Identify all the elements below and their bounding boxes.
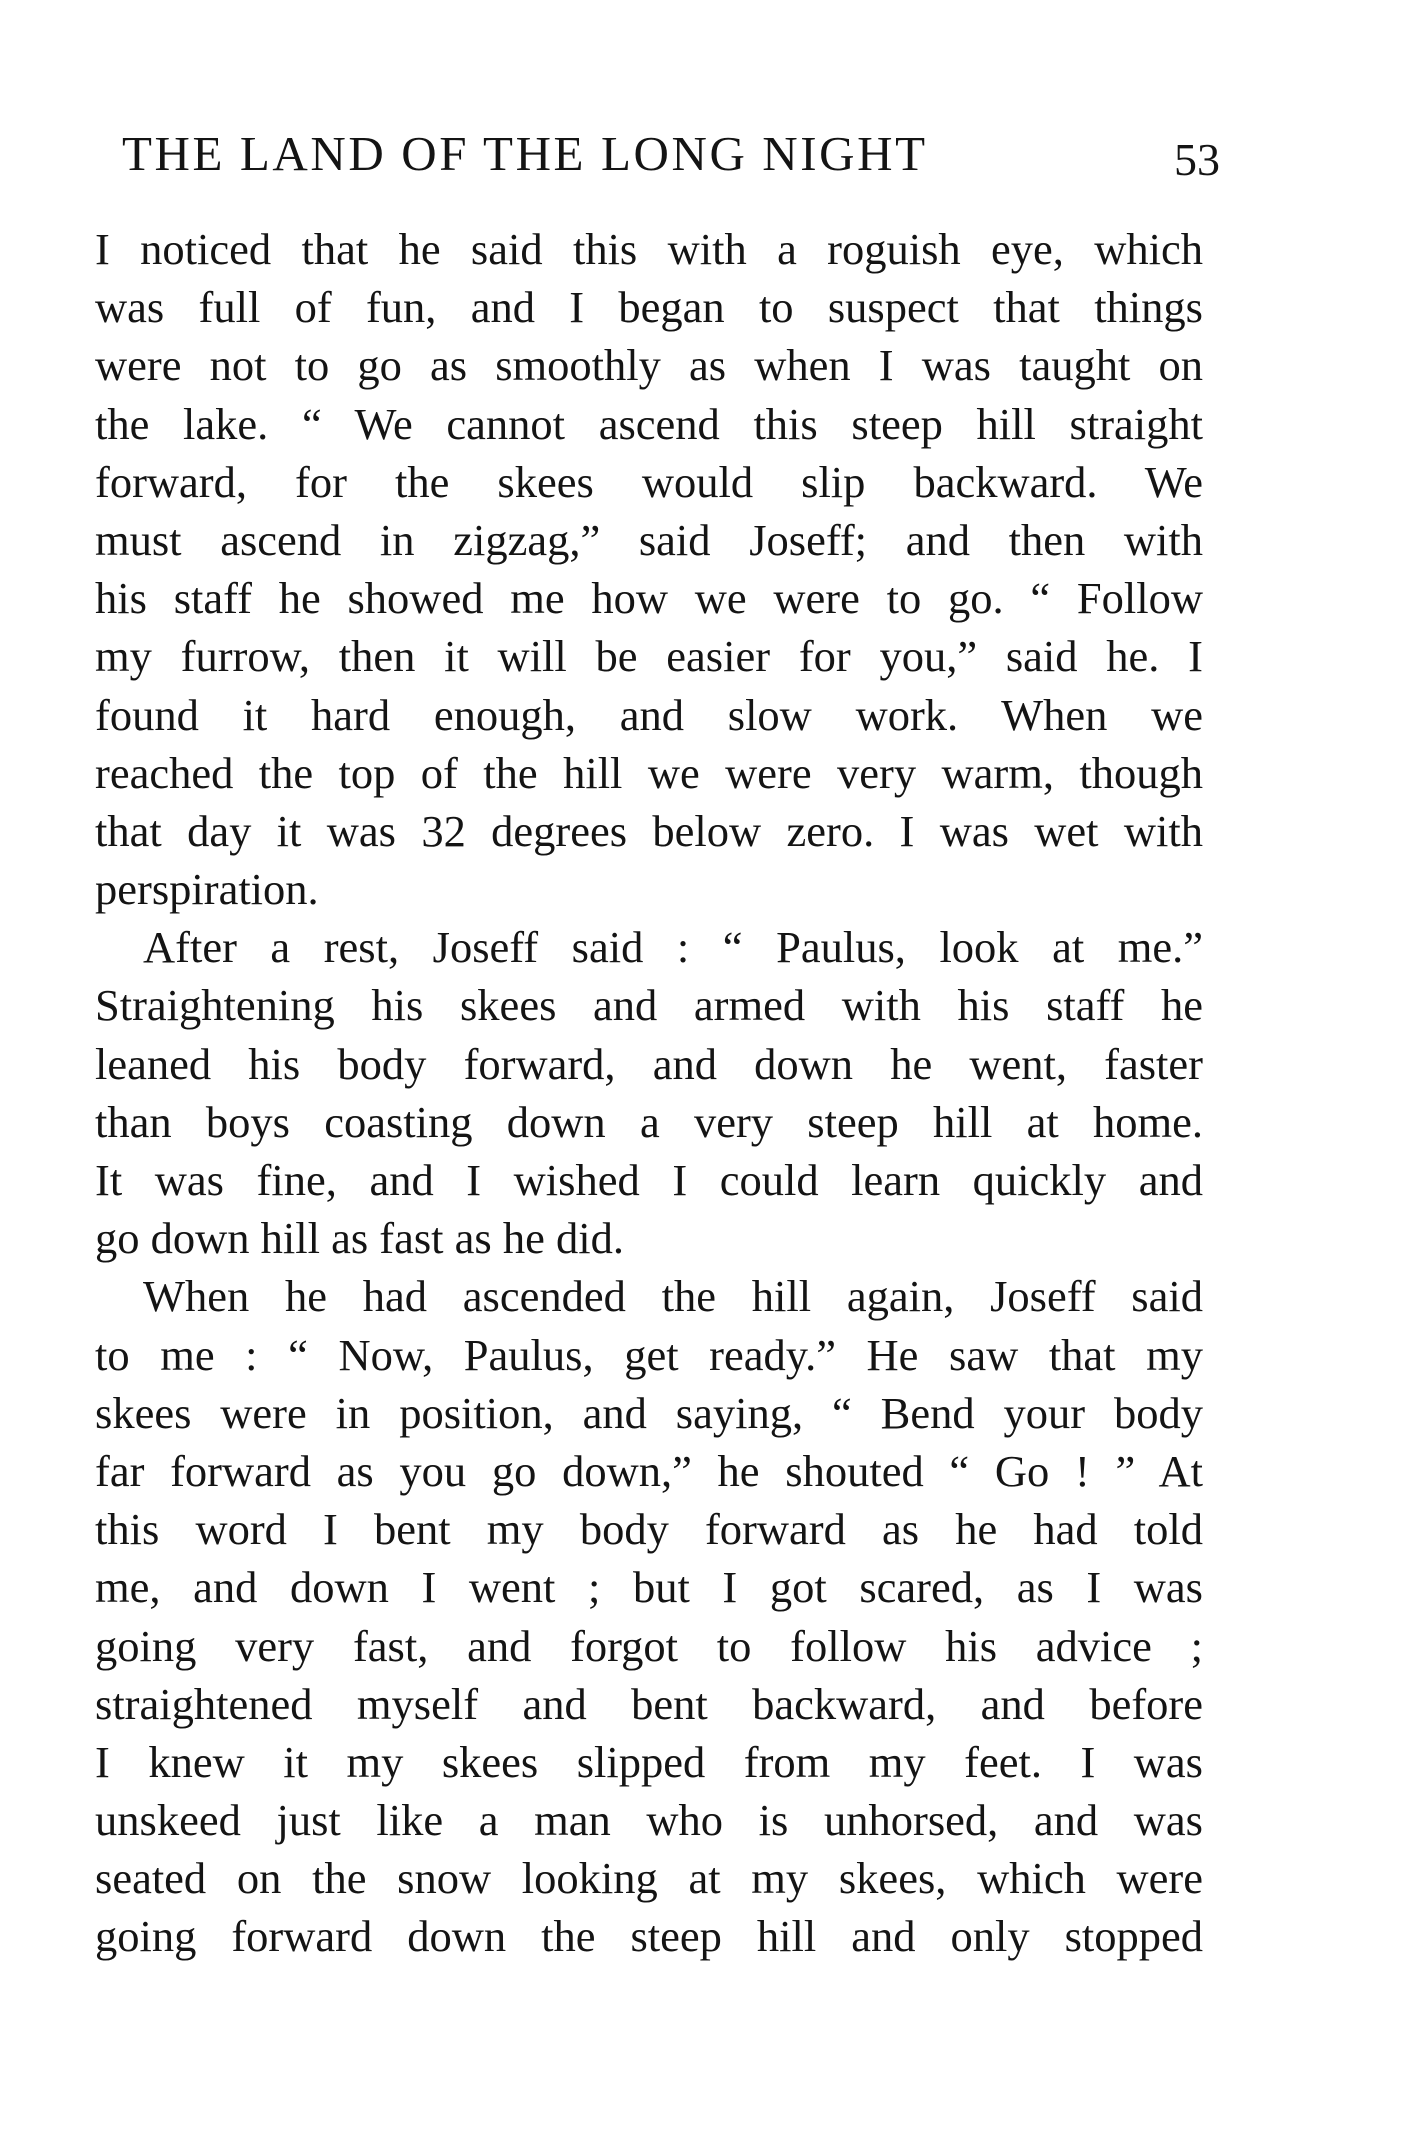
page-number: 53 — [1174, 134, 1220, 185]
text-line: than boys coasting down a very steep hill at home. — [95, 1096, 1203, 1147]
text-line: that day it was 32 degrees below zero. I was wet with — [95, 805, 1203, 856]
running-head — [122, 124, 1220, 184]
text-line: Straightening his skees and armed with his staff he — [95, 980, 1203, 1031]
text-line: straightened myself and bent backward, and before — [95, 1678, 1203, 1729]
text-line: going very fast, and forgot to follow his advice ; — [95, 1620, 1203, 1671]
text-line: going forward down the steep hill and only stopped — [95, 1911, 1203, 1962]
text-line: this word I bent my body forward as he had told — [95, 1504, 1203, 1555]
text-line: unskeed just like a man who is unhorsed, and was — [95, 1795, 1203, 1846]
text-line: skees were in position, and saying, “ Bend your body — [95, 1387, 1203, 1438]
text-line: forward, for the skees would slip backward. We — [95, 456, 1203, 507]
text-line: was full of fun, and I began to suspect that things — [95, 282, 1203, 333]
paragraph-start-line: After a rest, Joseff said : “ Paulus, look at me.” — [143, 922, 1203, 973]
paragraph-start-line: When he had ascended the hill again, Joseff said — [143, 1271, 1203, 1322]
text-line: me, and down I went ; but I got scared, as I was — [95, 1562, 1203, 1613]
text-line: leaned his body forward, and down he went, faster — [95, 1038, 1203, 1089]
text-line: reached the top of the hill we were very warm, though — [95, 747, 1203, 798]
text-line: It was fine, and I wished I could learn quickly and — [95, 1155, 1203, 1205]
text-line: his staff he showed me how we were to go. “ Follow — [95, 573, 1203, 624]
text-line: my furrow, then it will be easier for you,” said he. I — [95, 631, 1203, 682]
text-line: perspiration. — [95, 864, 319, 915]
text-line: I noticed that he said this with a roguish eye, which — [95, 224, 1203, 274]
running-head-title: THE LAND OF THE LONG NIGHT — [122, 126, 928, 181]
text-line: I knew it my skees slipped from my feet. I was — [95, 1736, 1203, 1787]
text-line: seated on the snow looking at my skees, which were — [95, 1853, 1203, 1904]
body-text — [95, 220, 1203, 1966]
text-line: to me : “ Now, Paulus, get ready.” He saw that my — [95, 1329, 1203, 1380]
text-line: the lake. “ We cannot ascend this steep hill straight — [95, 398, 1203, 449]
text-line: must ascend in zigzag,” said Joseff; and then with — [95, 514, 1203, 565]
text-line: were not to go as smoothly as when I was taught on — [95, 340, 1203, 391]
text-line: go down hill as fast as he did. — [95, 1213, 624, 1264]
text-line: found it hard enough, and slow work. When we — [95, 689, 1203, 740]
text-line: far forward as you go down,” he shouted “ Go ! ” At — [95, 1445, 1203, 1496]
